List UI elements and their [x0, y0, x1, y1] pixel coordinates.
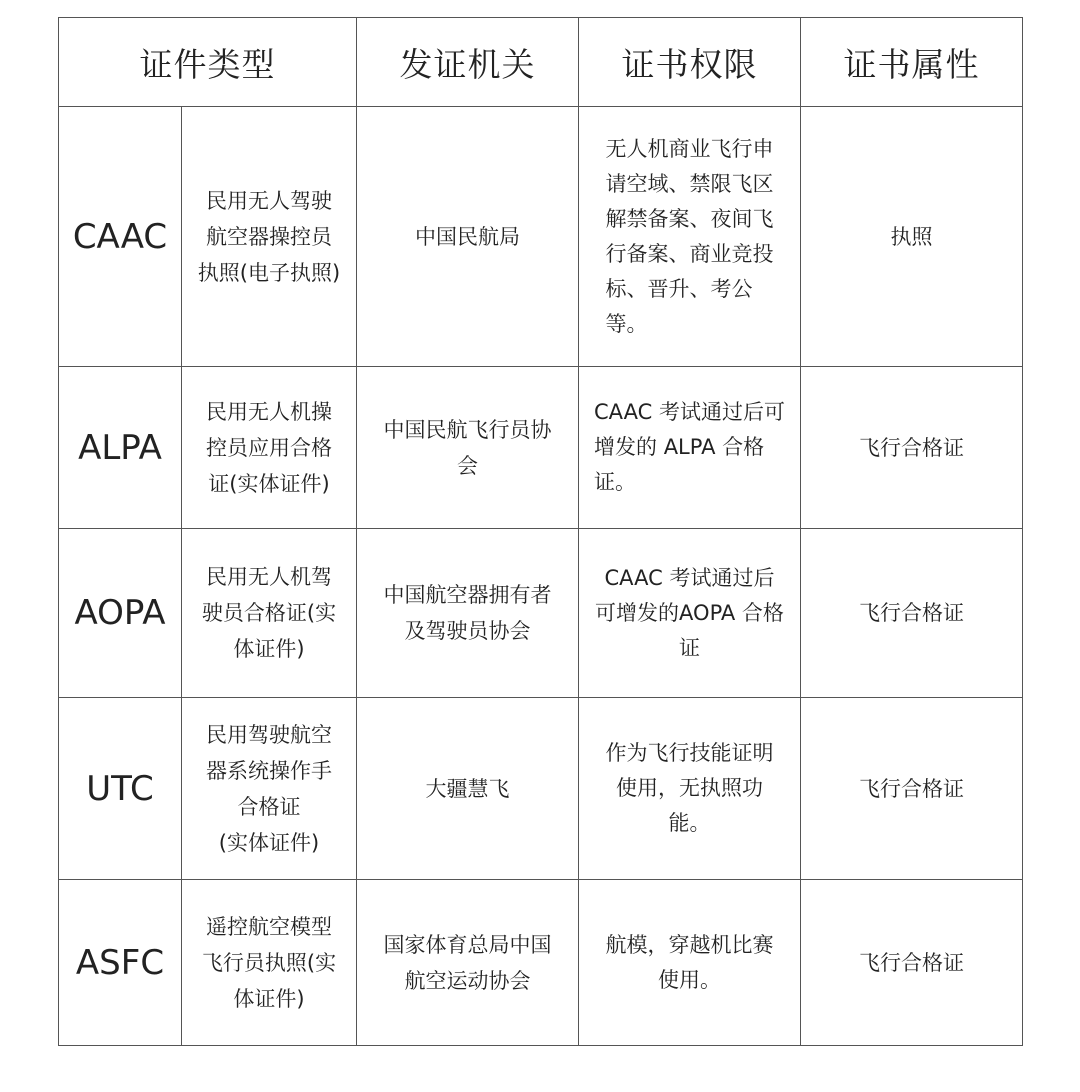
- table-row: [59, 107, 1023, 367]
- certificate-comparison-table: [58, 17, 1023, 1046]
- certificate-scope: [579, 367, 801, 529]
- header-certificate-scope: 证书权限: [579, 18, 801, 107]
- issuing-authority-text: 大疆慧飞: [425, 776, 510, 801]
- certificate-name-text: 民用无人机操 控员应用合格 证(实体证件): [206, 399, 332, 496]
- certificate-code: AOPA: [59, 529, 182, 698]
- certificate-attribute: 飞行合格证: [801, 880, 1023, 1046]
- header-certificate-attribute: 证书属性: [801, 18, 1023, 107]
- certificate-name: [182, 880, 357, 1046]
- issuing-authority: [357, 107, 579, 367]
- issuing-authority-text: 国家体育总局中国 航空运动协会: [383, 932, 552, 993]
- header-issuing-authority: 发证机关: [357, 18, 579, 107]
- certificate-scope-text: 无人机商业飞行申 请空域、禁限飞区 解禁备案、夜间飞 行备案、商业竞投 标、晋升、考公 等。: [605, 136, 774, 336]
- certificate-name-text: 民用驾驶航空 器系统操作手 合格证 (实体证件): [206, 722, 332, 855]
- certificate-name: [182, 698, 357, 880]
- issuing-authority: [357, 880, 579, 1046]
- certificate-scope-text: 航模，穿越机比赛 使用。: [605, 932, 774, 992]
- certificate-scope: [579, 880, 801, 1046]
- certificate-scope: [579, 698, 801, 880]
- certificate-scope: [579, 107, 801, 367]
- issuing-authority-text: 中国航空器拥有者 及驾驶员协会: [383, 583, 552, 643]
- certificate-code: ALPA: [59, 367, 182, 529]
- certificate-name-text: 民用无人机驾 驶员合格证(实 体证件): [201, 565, 337, 661]
- certificate-name-text: 民用无人驾驶 航空器操控员 执照(电子执照): [197, 188, 341, 285]
- table-row: [59, 698, 1023, 880]
- certificate-scope-text: 作为飞行技能证明 使用，无执照功 能。: [605, 741, 774, 835]
- issuing-authority: [357, 367, 579, 529]
- certificate-scope-text: CAAC 考试通过后可 增发的 ALPA 合格 证。: [594, 400, 785, 494]
- certificate-attribute: 飞行合格证: [801, 698, 1023, 880]
- certificate-scope-text: CAAC 考试通过后 可增发的AOPA 合格 证: [595, 565, 784, 660]
- certificate-name: [182, 529, 357, 698]
- certificate-attribute: 飞行合格证: [801, 367, 1023, 529]
- table-row: [59, 529, 1023, 698]
- certificate-attribute: 飞行合格证: [801, 529, 1023, 698]
- table-row: [59, 880, 1023, 1046]
- certificate-code: UTC: [59, 698, 182, 880]
- certificate-name-text: 遥控航空模型 飞行员执照(实 体证件): [201, 914, 337, 1011]
- certificate-code: CAAC: [59, 107, 182, 367]
- certificate-attribute: 执照: [801, 107, 1023, 367]
- certificate-name: [182, 107, 357, 367]
- table-row: [59, 367, 1023, 529]
- certificate-scope: [579, 529, 801, 698]
- certificate-name: [182, 367, 357, 529]
- certificate-code: ASFC: [59, 880, 182, 1046]
- issuing-authority-text: 中国民航飞行员协 会: [383, 417, 552, 478]
- issuing-authority-text: 中国民航局: [415, 224, 520, 249]
- issuing-authority: [357, 529, 579, 698]
- table-header-row: [59, 18, 1023, 107]
- issuing-authority: [357, 698, 579, 880]
- header-certificate-type: 证件类型: [59, 18, 357, 107]
